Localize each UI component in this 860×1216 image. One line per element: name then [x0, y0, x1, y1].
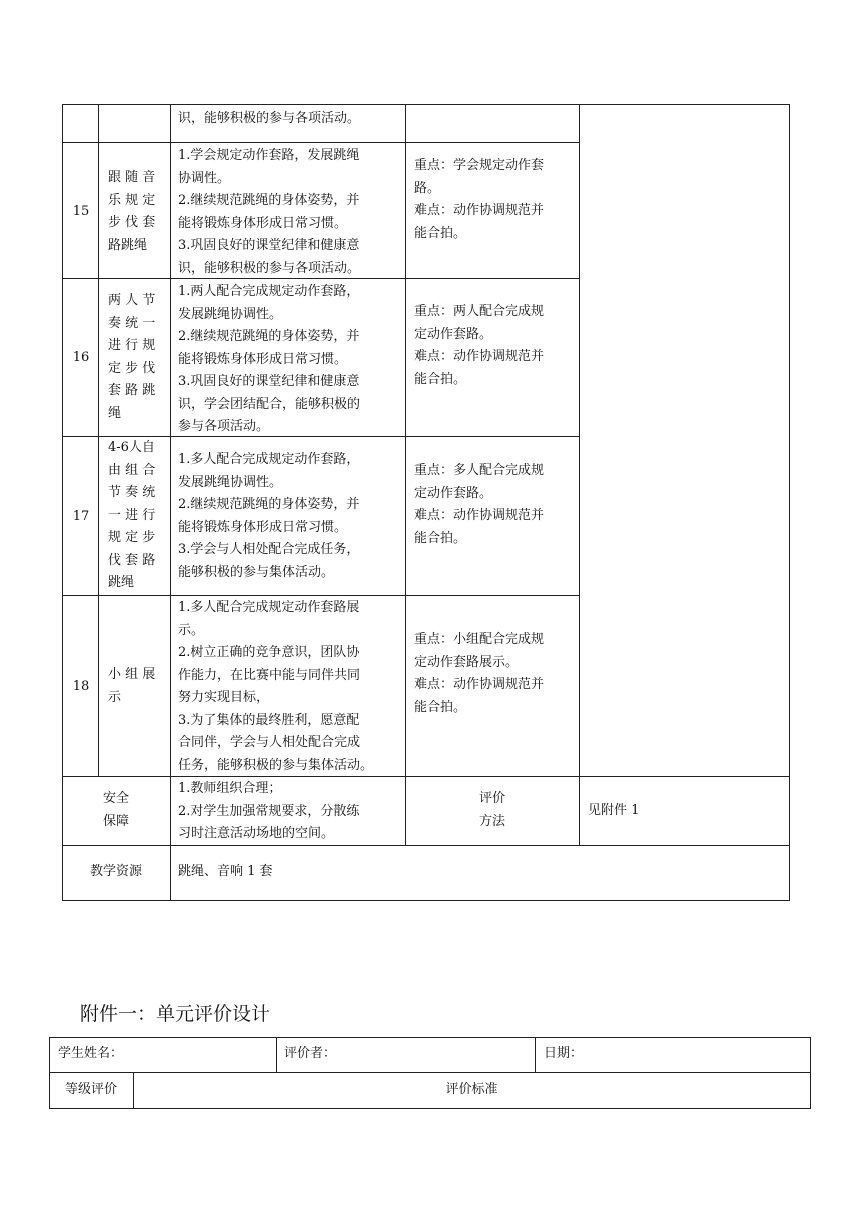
keypoint-line: 定动作套路展示。	[414, 654, 519, 670]
row-18-keypoints	[414, 629, 544, 719]
content-line: 路跳绳	[108, 237, 148, 253]
content-line: 规 定 步	[108, 530, 156, 545]
objective-line: 发展跳绳协调性。	[178, 474, 283, 490]
safety-line: 1.教师组织合理；	[178, 781, 282, 796]
keypoint-line: 重点：小组配合完成规	[414, 632, 545, 647]
content-line: 示	[108, 689, 122, 705]
objective-line: 2.继续规范跳绳的身体姿势，并	[178, 329, 360, 344]
objective-line: 2.继续规范跳绳的身体姿势，并	[178, 497, 360, 512]
evaluation-method-value: 见附件 1	[588, 803, 640, 818]
content-line: 4-6人自	[108, 440, 155, 455]
content-line: 套 路 跳	[108, 383, 156, 398]
objective-line: 2.继续规范跳绳的身体姿势，并	[178, 193, 360, 208]
row-15-number: 15	[72, 204, 90, 219]
objective-line: 能将锻炼身体形成日常习惯。	[178, 519, 348, 535]
grade-label: 等级评价	[64, 1082, 117, 1097]
objective-line: 能够积极的参与集体活动。	[178, 564, 335, 580]
row-15-content	[108, 167, 155, 257]
resources-value: 跳绳、音响 1 套	[178, 864, 273, 879]
safety-label	[62, 788, 170, 833]
content-line: 步 伐 套	[108, 215, 156, 230]
date-label: 日期：	[544, 1046, 584, 1061]
content-line: 节 奏 统	[108, 485, 156, 500]
keypoint-line: 重点：学会规定动作套	[414, 158, 545, 173]
row-17-content	[108, 437, 155, 595]
objective-line: 示。	[178, 622, 205, 638]
eval-label-line: 评价	[478, 791, 505, 806]
objective-line: 参与各项活动。	[178, 419, 270, 434]
student-name-label: 学生姓名：	[58, 1046, 124, 1061]
objective-line: 合同伴，学会与人相处配合完成	[178, 735, 361, 750]
row-16-number: 16	[72, 350, 90, 365]
keypoint-line: 定动作套路。	[414, 485, 493, 501]
row-17-keypoints	[414, 460, 544, 550]
objective-line: 作能力，在比赛中能与同伴共同	[178, 667, 361, 683]
row-16-keypoints	[414, 301, 544, 391]
row-15-keypoints	[414, 155, 544, 245]
safety-line: 2.对学生加强常规要求，分散练	[178, 803, 360, 819]
content-line: 奏 统 一	[108, 315, 156, 331]
row-18-number: 18	[72, 679, 90, 694]
objective-line: 识，能够积极的参与各项活动。	[178, 260, 361, 276]
safety-label-line: 保障	[102, 813, 129, 829]
criteria-label: 评价标准	[445, 1082, 498, 1097]
keypoint-line: 能合拍。	[414, 371, 467, 387]
objective-line: 3.巩固良好的课堂纪律和健康意	[178, 238, 360, 253]
objective-line: 协调性。	[178, 170, 231, 186]
objective-line: 任务，能够积极的参与集体活动。	[178, 757, 374, 773]
keypoint-line: 难点：动作协调规范并	[414, 508, 545, 523]
content-line: 小 组 展	[108, 667, 156, 682]
content-line: 两 人 节	[108, 293, 156, 308]
keypoint-line: 能合拍。	[414, 699, 467, 715]
row-18-content	[108, 664, 155, 709]
keypoint-line: 难点：动作协调规范并	[414, 203, 545, 218]
content-line: 跟 随 音	[108, 170, 156, 185]
keypoint-line: 能合拍。	[414, 530, 467, 546]
content-line: 伐 套 路	[108, 552, 156, 568]
evaluator-label: 评价者：	[284, 1046, 337, 1061]
objective-line: 1.学会规定动作套路，发展跳绳	[178, 148, 360, 163]
keypoint-line: 定动作套路。	[414, 326, 493, 342]
appendix-title: 附件一：单元评价设计	[80, 1003, 271, 1025]
objective-line: 发展跳绳协调性。	[178, 306, 283, 322]
objective-line: 3.为了集体的最终胜利，愿意配	[178, 712, 360, 728]
resources-label: 教学资源	[89, 864, 142, 879]
content-line: 绳	[108, 405, 122, 421]
keypoint-line: 难点：动作协调规范并	[414, 677, 545, 692]
content-line: 由 组 合	[108, 462, 156, 478]
objective-line: 1.多人配合完成规定动作套路，	[178, 452, 360, 467]
objective-line: 1.两人配合完成规定动作套路，	[178, 284, 360, 299]
content-line: 乐 规 定	[108, 192, 156, 208]
objective-line: 能将锻炼身体形成日常习惯。	[178, 215, 348, 231]
keypoint-line: 难点：动作协调规范并	[414, 349, 545, 364]
row-17-objectives	[178, 449, 359, 584]
keypoint-line: 能合拍。	[414, 225, 467, 241]
objective-line: 3.巩固良好的课堂纪律和健康意	[178, 374, 360, 389]
safety-content	[178, 778, 359, 846]
objective-line: 1.多人配合完成规定动作套路展	[178, 600, 360, 615]
content-line: 一 进 行	[108, 507, 156, 523]
objective-line: 能将锻炼身体形成日常习惯。	[178, 351, 348, 367]
row-16-objectives	[178, 281, 360, 439]
eval-label-line: 方法	[478, 813, 505, 829]
row-18-objectives	[178, 597, 373, 777]
evaluation-method-label	[405, 788, 579, 833]
row-16-content	[108, 290, 155, 425]
objective-line: 努力实现目标，	[178, 690, 270, 705]
objective-line: 3.学会与人相处配合完成任务，	[178, 542, 360, 557]
keypoint-line: 重点：两人配合完成规	[414, 304, 545, 319]
row-15-objectives	[178, 145, 360, 280]
row-17-number: 17	[72, 509, 90, 524]
safety-line: 习时注意活动场地的空间。	[178, 826, 335, 841]
keypoint-line: 重点：多人配合完成规	[414, 463, 545, 478]
content-line: 跳绳	[108, 575, 135, 590]
row-0-objectives-line-0: 识，能够积极的参与各项活动。	[178, 111, 361, 126]
safety-label-line: 安全	[102, 791, 129, 806]
content-line: 定 步 伐	[108, 360, 156, 376]
keypoint-line: 路。	[414, 180, 441, 196]
objective-line: 2.树立正确的竞争意识，团队协	[178, 645, 360, 660]
objective-line: 识，学会团结配合，能够积极的	[178, 396, 361, 412]
content-line: 进 行 规	[108, 338, 156, 353]
